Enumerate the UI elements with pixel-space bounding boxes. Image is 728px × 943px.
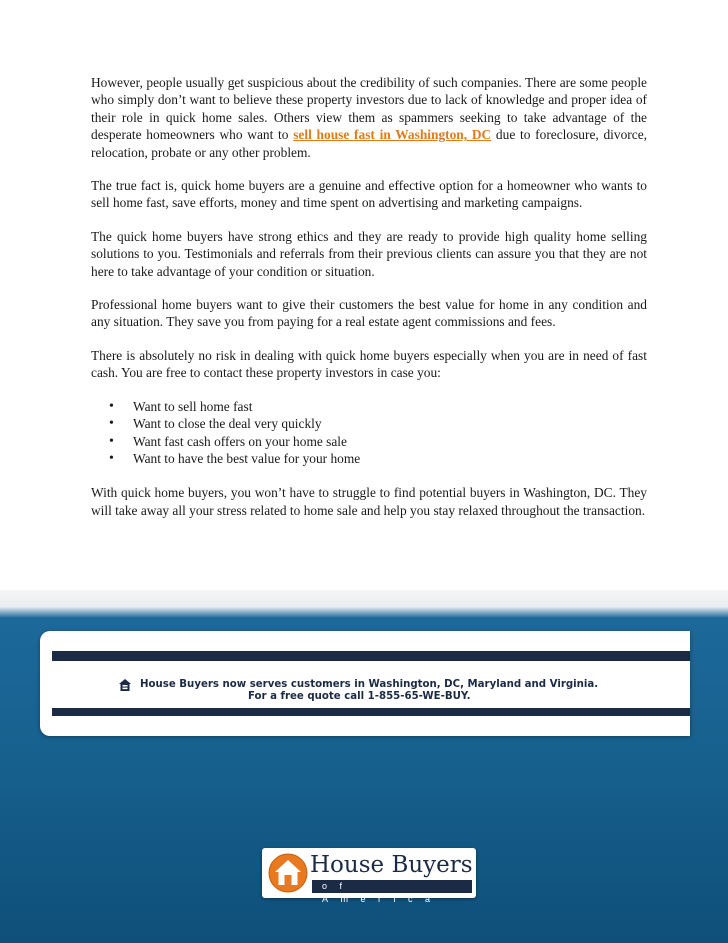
reasons-list xyxy=(91,398,647,468)
paragraph-2: The true fact is, quick home buyers are a genuine and effective option for a homeowner who wants to sell home fast, save efforts, money and time spent on advertising and marketing campaigns. xyxy=(91,178,647,211)
paragraph-3: The quick home buyers have strong ethics and they are ready to provide high quality home selling solutions to you. Testimonials and referrals from their previous clients can assure you that they are not here to take advantage of your condition or situation. xyxy=(91,228,647,279)
paragraph-5: There is absolutely no risk in dealing with quick home buyers especially when you are in need of fast cash. You are free to contact these property investors in case you: xyxy=(91,347,647,381)
equal-housing-icon xyxy=(118,678,132,692)
sell-house-link[interactable]: sell house fast in Washington, DC xyxy=(293,127,492,143)
footer-panel xyxy=(0,590,728,943)
banner-line-2: For a free quote call 1-855-65-WE-BUY. xyxy=(248,691,471,702)
paragraph-1-start: However, people usually get suspicious about the credibility of such companies. There are some people who simply don’t want to believe these property investors due to lack of knowledge and proper idea of their role in quick home sales. Others view them as spammers seeking to take advantage of the desperate homeowners who want to xyxy=(91,75,647,143)
list-item: • Want fast cash offers on your home sale xyxy=(133,433,647,450)
company-logo xyxy=(262,848,476,904)
banner-line-1: House Buyers now serves customers in Washington, DC, Maryland and Virginia. xyxy=(140,679,599,690)
paragraph-1 xyxy=(91,74,647,161)
list-item: • Want to sell home fast xyxy=(133,398,647,415)
paragraph-1-end: due to foreclosure, divorce, relocation, probate or any other problem. xyxy=(91,127,647,160)
banner-stripe-top xyxy=(52,651,690,661)
service-banner xyxy=(40,631,690,736)
banner-stripe-bottom xyxy=(52,708,690,716)
article-body xyxy=(91,74,647,535)
list-item: • Want to have the best value for your home xyxy=(133,450,647,467)
paragraph-6: With quick home buyers, you won’t have to struggle to find potential buyers in Washington, DC. They will take away all your stress related to home sale and help you stay relaxed throughout the transaction. xyxy=(91,485,647,518)
list-item: • Want to close the deal very quickly xyxy=(133,415,647,432)
logo-name: House Buyers xyxy=(310,852,473,878)
house-icon xyxy=(268,853,308,893)
paragraph-4: Professional home buyers want to give their customers the best value for home in any condition and any situation. They save you from paying for a real estate agent commissions and fees. xyxy=(91,297,647,330)
logo-subtitle: of America xyxy=(312,880,472,893)
